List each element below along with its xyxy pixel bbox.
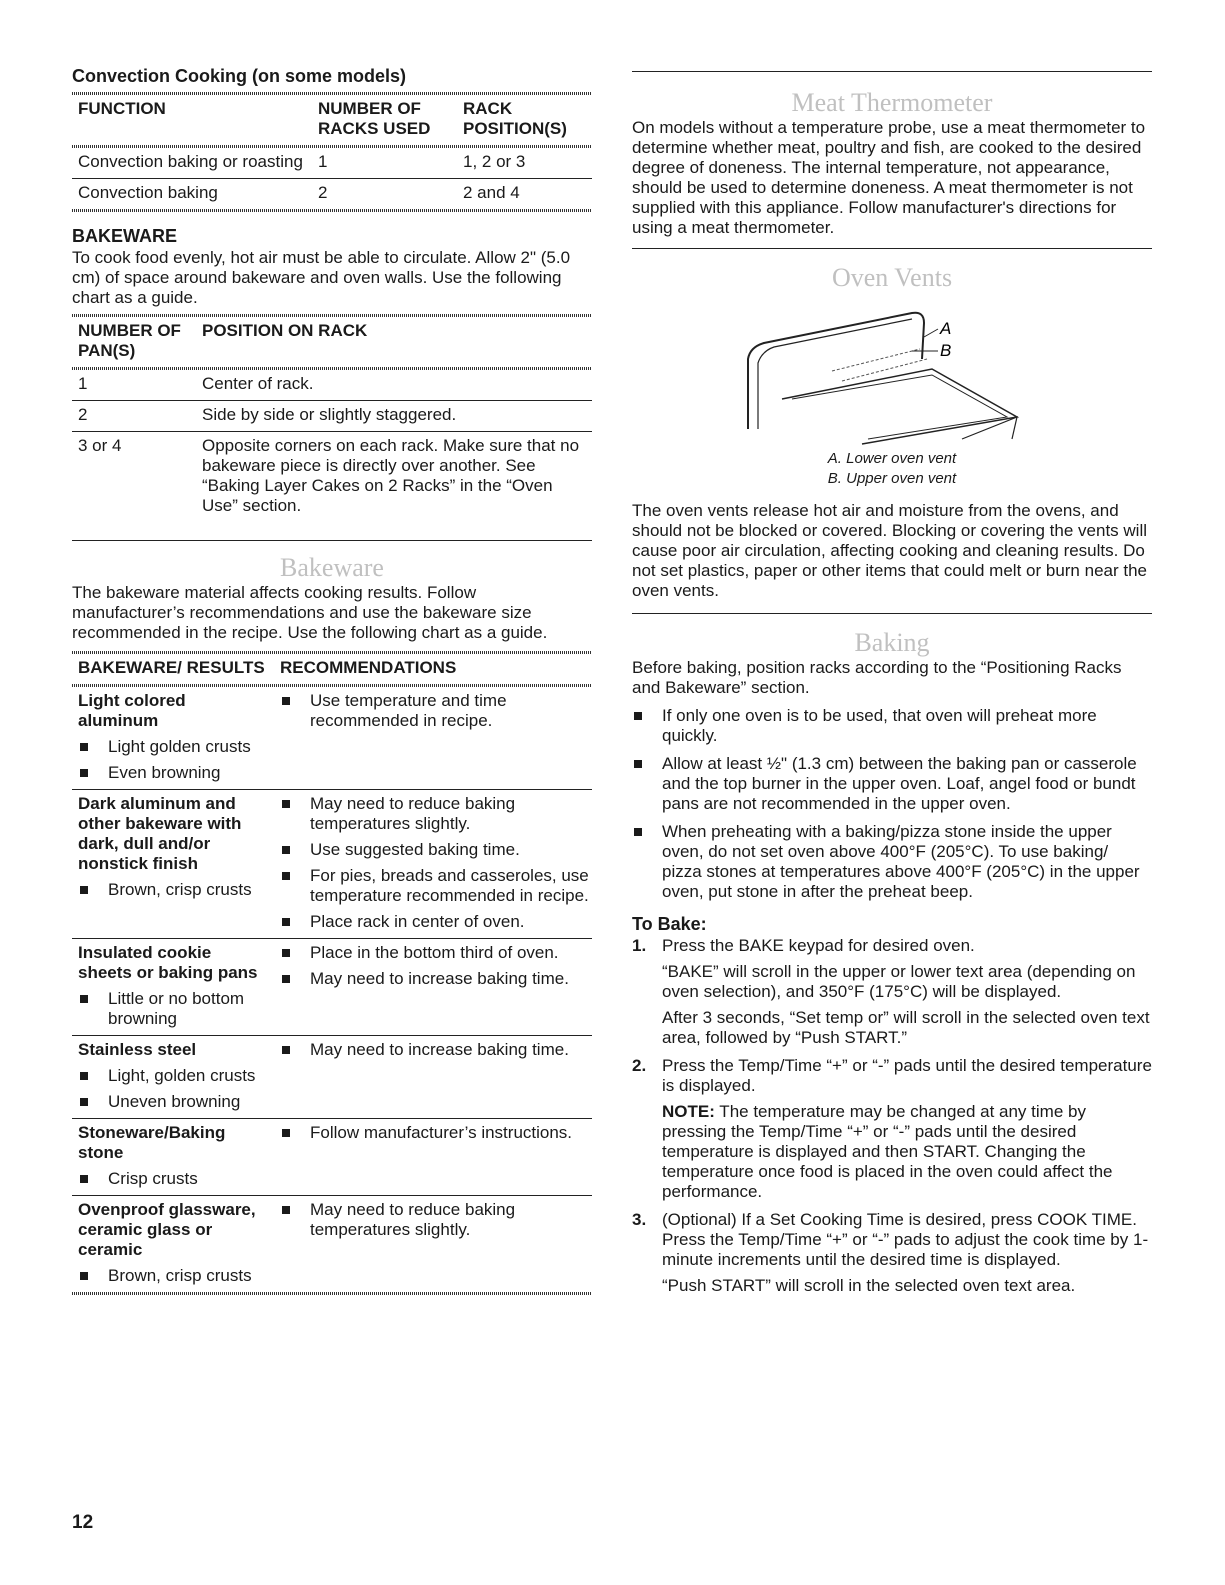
- table-row: [72, 939, 592, 1035]
- cell-position: 1, 2 or 3: [463, 152, 526, 171]
- bakeware-cell: [72, 1036, 274, 1118]
- table-row: [72, 401, 592, 431]
- result-item: Light golden crusts: [78, 737, 274, 757]
- cell-function: Convection baking: [78, 183, 218, 202]
- table-row: [72, 432, 592, 522]
- bakeware-cell: [72, 790, 274, 938]
- table-row: [72, 790, 592, 938]
- table-row: [72, 1036, 592, 1118]
- cell-racks: 2: [318, 183, 328, 202]
- result-item: Uneven browning: [78, 1092, 274, 1112]
- cell-pans: 2: [78, 405, 88, 424]
- bakeware-name: Stainless steel: [78, 1040, 197, 1059]
- bakeware-name: Dark aluminum and other bakeware with dark, dull and/or nonstick finish: [78, 794, 242, 873]
- table-bottom-rule: [72, 209, 592, 212]
- baking-bullet: Allow at least ½" (1.3 cm) between the baking pan or casserole and the top burner in the upper oven. Loaf, angel food or bundt pans are not recommended in the upper oven.: [632, 754, 1152, 814]
- result-item: Little or no bottom browning: [78, 989, 274, 1029]
- convection-title: Convection Cooking (on some models): [72, 66, 407, 86]
- section-rule: [72, 540, 592, 541]
- table-row: [72, 687, 592, 789]
- header-pans: NUMBER OF PAN(S): [78, 321, 181, 360]
- oven-vent-illustration: [632, 299, 1152, 449]
- table-header-row: [72, 95, 592, 145]
- recommendations-cell: [274, 939, 592, 1035]
- convection-body-2: [72, 179, 592, 209]
- result-item: Even browning: [78, 763, 274, 783]
- meat-thermometer-title: Meat Thermometer: [791, 88, 993, 117]
- bakeware-name: Insulated cookie sheets or baking pans: [78, 943, 258, 982]
- section-rule: [632, 248, 1152, 249]
- caption-a: A. Lower oven vent: [827, 450, 957, 467]
- cell-function: Convection baking or roasting: [78, 152, 303, 171]
- cell-position: 2 and 4: [463, 183, 520, 202]
- step-text: (Optional) If a Set Cooking Time is desired, press COOK TIME. Press the Temp/Time “+” or “-” pads to adjust the cook time by 1-minute increments until the desired time is displayed.: [662, 1210, 1149, 1269]
- bakeware-cell: [72, 1119, 274, 1195]
- result-item: Brown, crisp crusts: [78, 1266, 274, 1286]
- table-header-row: [72, 317, 592, 367]
- header-position: POSITION ON RACK: [202, 321, 368, 340]
- baking-bullet: When preheating with a baking/pizza stone inside the upper oven, do not set oven above 400°F (205°C). To use baking/ pizza stones at temperatures above 400°F (205°C) in the upper oven, put stone in after the preheat beep.: [632, 822, 1152, 902]
- pans-row-2: [72, 401, 592, 431]
- recommendation-item: Follow manufacturer’s instructions.: [280, 1123, 592, 1143]
- recommendation-item: Place rack in center of oven.: [280, 912, 592, 932]
- table-row: [72, 370, 592, 400]
- step-number: 2.: [632, 1056, 647, 1075]
- recommendations-cell: [274, 687, 592, 789]
- recommendation-item: May need to reduce baking temperatures slightly.: [280, 1200, 592, 1240]
- oven-vents-diagram: [632, 299, 1152, 449]
- step-subtext: “Push START” will scroll in the selected oven text area.: [662, 1276, 1076, 1295]
- right-column: [632, 71, 1152, 1296]
- step-text: Press the Temp/Time “+” or “-” pads until the desired temperature is displayed.: [662, 1056, 1152, 1095]
- table-bottom-rule: [72, 1292, 592, 1295]
- bakeware-section-title: Bakeware: [280, 553, 384, 582]
- header-number-racks: NUMBER OF RACKS USED: [318, 99, 431, 138]
- step-subtext: “BAKE” will scroll in the upper or lower text area (depending on oven selection), and 350°F (175°C) will be displayed.: [662, 962, 1136, 1001]
- baking-steps: [632, 936, 1152, 1296]
- table-header-row: [72, 654, 592, 684]
- bakeware-intro: To cook food evenly, hot air must be able to circulate. Allow 2" (5.0 cm) of space around bakeware and oven walls. Use the following chart as a guide.: [72, 248, 571, 307]
- result-item: Crisp crusts: [78, 1169, 274, 1189]
- header-function: FUNCTION: [78, 99, 166, 118]
- recommendations-cell: [274, 1196, 592, 1292]
- section-rule: [632, 71, 1152, 72]
- recommendation-item: May need to reduce baking temperatures slightly.: [280, 794, 592, 834]
- bakeware-name: Light colored aluminum: [78, 691, 186, 730]
- result-item: Brown, crisp crusts: [78, 880, 274, 900]
- label-a: A: [940, 319, 952, 338]
- recommendation-item: Place in the bottom third of oven.: [280, 943, 592, 963]
- recommendations-cell: [274, 790, 592, 938]
- baking-title: Baking: [854, 628, 930, 657]
- step-item: [632, 1056, 1152, 1202]
- convection-table: [72, 95, 592, 145]
- baking-bullets: [632, 706, 1152, 902]
- recommendation-item: May need to increase baking time.: [280, 1040, 592, 1060]
- table-row: [72, 148, 592, 178]
- bakeware-cell: [72, 939, 274, 1035]
- header-rack-position: RACK POSITION(S): [463, 99, 567, 138]
- recommendations-cell: [274, 1036, 592, 1118]
- step-item: [632, 1210, 1152, 1296]
- recommendations-cell: [274, 1119, 592, 1195]
- recommendation-item: May need to increase baking time.: [280, 969, 592, 989]
- recommendation-item: Use suggested baking time.: [280, 840, 592, 860]
- cell-pans: 3 or 4: [78, 436, 122, 455]
- note-text: The temperature may be changed at any time by pressing the Temp/Time “+” or “-” pads until the desired temperature is displayed and then START. Changing the temperature once food is placed in the oven could affect the performance.: [662, 1102, 1113, 1201]
- step-number: 1.: [632, 936, 647, 955]
- cell-pans: 1: [78, 374, 88, 393]
- step-item: [632, 936, 1152, 1048]
- result-item: Light, golden crusts: [78, 1066, 274, 1086]
- caption-b: B. Upper oven vent: [827, 470, 957, 487]
- step-text: Press the BAKE keypad for desired oven.: [662, 936, 975, 955]
- page-number: 12: [72, 1512, 94, 1533]
- bakeware-table-body: [72, 687, 592, 1292]
- step-number: 3.: [632, 1210, 647, 1229]
- header-bakeware: BAKEWARE/ RESULTS: [78, 658, 265, 677]
- recommendation-item: Use temperature and time recommended in recipe.: [280, 691, 592, 731]
- bakeware-name: Ovenproof glassware, ceramic glass or ceramic: [78, 1200, 256, 1259]
- cell-position: Side by side or slightly staggered.: [202, 405, 457, 424]
- baking-intro: Before baking, position racks according to the “Positioning Racks and Bakeware” section.: [632, 658, 1122, 697]
- recommendation-item: For pies, breads and casseroles, use temperature recommended in recipe.: [280, 866, 592, 906]
- step-subtext: After 3 seconds, “Set temp or” will scroll in the selected oven text area, followed by “Push START.”: [662, 1008, 1150, 1047]
- pans-row-3: [72, 432, 592, 522]
- bakeware-cell: [72, 687, 274, 789]
- bakeware-heading: BAKEWARE: [72, 226, 178, 246]
- pans-table-header: [72, 317, 592, 367]
- bakeware-section-intro: The bakeware material affects cooking results. Follow manufacturer’s recommendations and use the bakeware size recommended in the recipe. Use the following chart as a guide.: [72, 583, 548, 642]
- left-column: [72, 66, 592, 1295]
- cell-racks: 1: [318, 152, 328, 171]
- convection-body: [72, 148, 592, 178]
- bakeware-cell: [72, 1196, 274, 1292]
- oven-vents-text: The oven vents release hot air and moisture from the ovens, and should not be blocked or covered. Blocking or covering the vents will cause poor air circulation, affecting cooking and cleaning results. Do not set plastics, paper or other items that could melt or burn near the oven vents.: [632, 501, 1148, 600]
- note-label: NOTE:: [662, 1102, 715, 1121]
- meat-thermometer-text: On models without a temperature probe, use a meat thermometer to determine whether meat, poultry and fish, are cooked to the desired degree of doneness. The internal temperature, not appearance, should be used to determine doneness. A meat thermometer is not supplied with this appliance. Follow manufacturer's directions for using a meat thermometer.: [632, 118, 1146, 237]
- label-b: B: [940, 341, 952, 360]
- baking-bullet: If only one oven is to be used, that oven will preheat more quickly.: [632, 706, 1152, 746]
- pans-row-1: [72, 370, 592, 400]
- cell-position: Center of rack.: [202, 374, 314, 393]
- table-row: [72, 1119, 592, 1195]
- bakeware-table-header: [72, 654, 592, 684]
- cell-position: Opposite corners on each rack. Make sure that no bakeware piece is directly over another. See “Baking Layer Cakes on 2 Racks” in the “Oven Use” section.: [202, 436, 580, 515]
- step-note: [662, 1102, 1152, 1202]
- to-bake-heading: To Bake:: [632, 914, 707, 934]
- header-recommendations: RECOMMENDATIONS: [280, 658, 457, 677]
- table-row: [72, 179, 592, 209]
- table-row: [72, 1196, 592, 1292]
- section-rule: [632, 613, 1152, 614]
- oven-vents-title: Oven Vents: [831, 263, 953, 292]
- bakeware-name: Stoneware/Baking stone: [78, 1123, 226, 1162]
